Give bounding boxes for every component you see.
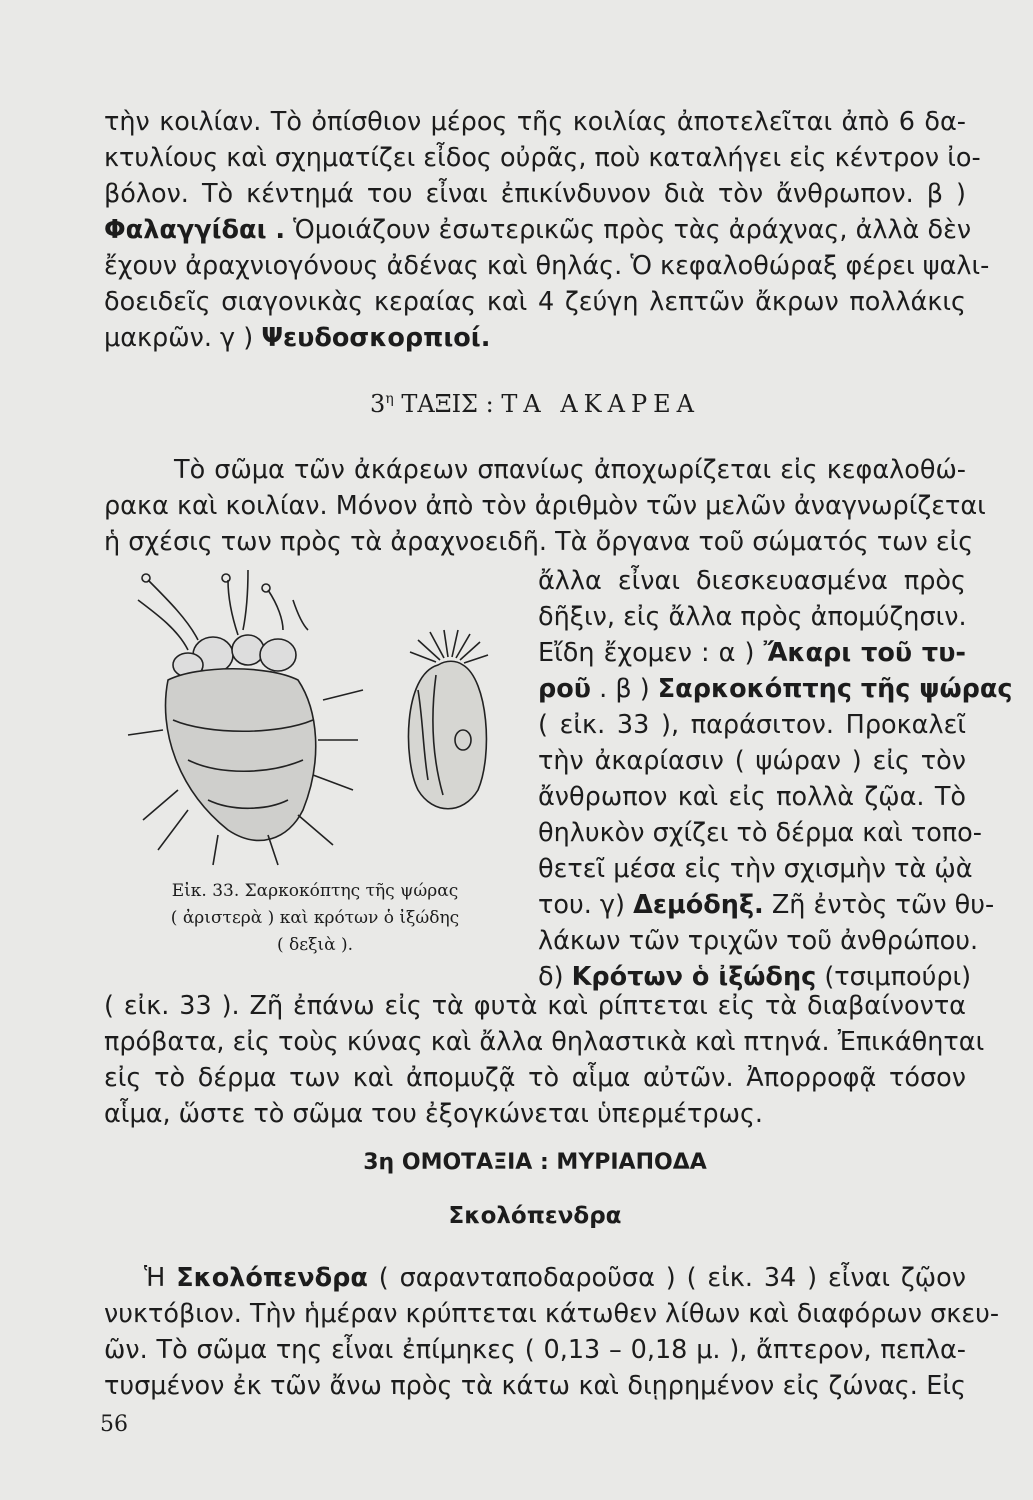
text-line: τὴν ἀκαρίασιν ( ψώραν ) εἰς τὸν <box>538 746 966 776</box>
term-pseudoscorpions: Ψευδοσκορπιοί. <box>261 323 491 353</box>
text-span: ( σαρανταποδαροῦσα ) ( εἰκ. 34 ) εἶναι ζῷον <box>367 1263 966 1293</box>
text-line: ( εἰκ. 33 ), παράσιτον. Προκαλεῖ <box>538 710 966 740</box>
caption-line: ( ἀριστερὰ ) καὶ κρότων ὁ ἰξώδης <box>170 908 460 928</box>
figure-33-illustration <box>118 560 528 875</box>
text-line: εἰς τὸ δέρμα των καὶ ἀπομυζᾷ τὸ αἷμα αὐτῶν. Ἀπορροφᾷ τόσον <box>104 1063 966 1093</box>
paragraph-tick <box>104 988 985 1132</box>
text-span: μακρῶν. γ ) <box>104 323 262 353</box>
text-line <box>538 887 995 923</box>
text-line: τυσμένον ἐκ τῶν ἄνω πρὸς τὰ κάτω καὶ διῃρημένον εἰς ζώνας. Εἰς <box>104 1371 966 1401</box>
text-span: του. γ) <box>538 890 634 920</box>
text-span: . β ) <box>591 674 658 704</box>
text-line: ἄλλα εἶναι διεσκευασμένα πρὸς <box>538 566 966 596</box>
term-skolopendra: Σκολόπενδρα <box>176 1263 368 1293</box>
text-line: λάκων τῶν τριχῶν τοῦ ἀνθρώπου. <box>538 926 979 956</box>
section-heading-myriapoda: 3η ΟΜΟΤΑΞΙΑ : ΜΥΡΙΑΠΟΔΑ <box>363 1150 707 1175</box>
text-line: πρόβατα, εἰς τοὺς κύνας καὶ ἄλλα θηλαστικὰ καὶ πτηνά. Ἐπικάθηται <box>104 1027 985 1057</box>
text-line: νυκτόβιον. Τὴν ἡμέραν κρύπτεται κάτωθεν λίθων καὶ διαφόρων σκευ- <box>104 1299 1000 1329</box>
figure-33-caption <box>136 878 494 959</box>
heading-title: ΤΑ ΑΚΑΡΕΑ <box>501 390 700 418</box>
text-line: θετεῖ μέσα εἰς τὴν σχισμὴν τὰ ᾠὰ <box>538 854 973 884</box>
scabies-mite-drawing <box>128 570 363 865</box>
heading-prefix: 3 <box>370 390 386 418</box>
paragraph-scorpions <box>104 104 990 356</box>
term-sarkokoptis: Σαρκοκόπτης τῆς ψώρας <box>657 674 1013 704</box>
subsection-heading-skolopendra: Σκολόπενδρα <box>448 1203 622 1229</box>
text-line: θηλυκὸν σχίζει τὸ δέρμα καὶ τοπο- <box>538 818 982 848</box>
text-line: ἄνθρωπον καὶ εἰς πολλὰ ζῷα. Τὸ <box>538 782 966 812</box>
term-falaggidai: Φαλαγγίδαι . <box>104 215 286 245</box>
text-line: αἷμα, ὥστε τὸ σῶμα του ἐξογκώνεται ὑπερμέτρως. <box>104 1099 764 1129</box>
text-span: Εἴδη ἔχομεν : α ) <box>538 638 764 668</box>
text-line <box>104 320 966 356</box>
text-line <box>538 671 1013 707</box>
text-line <box>104 212 972 248</box>
paragraph-akarea-intro <box>104 452 986 560</box>
text-line: ( εἰκ. 33 ). Ζῆ ἐπάνω εἰς τὰ φυτὰ καὶ ρίπτεται εἰς τὰ διαβαίνοντα <box>104 991 966 1021</box>
text-line: ῶν. Τὸ σῶμα της εἶναι ἐπίμηκες ( 0,13 – 0,18 μ. ), ἄπτερον, πεπλα- <box>104 1335 966 1365</box>
text-line: δοειδεῖς σιαγονικὰς κεραίας καὶ 4 ζεύγη λεπτῶν ἄκρων πολλάκις <box>104 287 966 317</box>
caption-line: Εἰκ. 33. Σαρκοκόπτης τῆς ψώρας <box>171 881 459 901</box>
term-demodix: Δεμόδηξ. <box>633 890 764 920</box>
term-akari-tyrou: Ἄκαρι τοῦ τυ- <box>763 638 967 668</box>
right-column-text <box>538 563 1013 995</box>
text-line: βόλον. Τὸ κέντημά του εἶναι ἐπικίνδυνον διὰ τὸν ἄνθρωπον. β ) <box>104 179 966 209</box>
text-line: ρακα καὶ κοιλίαν. Μόνον ἀπὸ τὸν ἀριθμὸν τῶν μελῶν ἀναγνωρίζεται <box>104 491 986 521</box>
text-span: (τσιμπούρι) <box>816 962 972 992</box>
tick-drawing <box>408 630 488 809</box>
text-line: ἔχουν ἀραχνιογόνους ἀδένας καὶ θηλάς. Ὁ κεφαλοθώραξ φέρει ψαλι- <box>104 251 990 281</box>
text-line: κτυλίους καὶ σχηματίζει εἶδος οὐρᾶς, ποὺ καταλήγει εἰς κέντρον ἰο- <box>104 143 981 173</box>
page-number: 56 <box>100 1412 128 1437</box>
text-span: δ) <box>538 962 572 992</box>
section-heading-akarea <box>104 390 966 418</box>
text-line <box>538 635 966 671</box>
text-line: τὴν κοιλίαν. Τὸ ὀπίσθιον μέρος τῆς κοιλίας ἀποτελεῖται ἀπὸ 6 δα- <box>104 107 966 137</box>
term-kroton: Κρότων ὁ ἰξώδης <box>571 962 817 992</box>
heading-sup: η <box>385 391 394 407</box>
text-span: Ἡ <box>144 1263 177 1293</box>
text-span: Ζῆ ἐντὸς τῶν θυ- <box>763 890 995 920</box>
heading-label: ΤΑΞΙΣ : <box>393 390 502 418</box>
text-span: Ὁμοιάζουν ἐσωτερικῶς πρὸς τὰς ἀράχνας, ἀλλὰ δὲν <box>285 215 972 245</box>
paragraph-skolopendra <box>104 1260 1000 1404</box>
text-line <box>104 1260 966 1296</box>
text-line: ἡ σχέσις των πρὸς τὰ ἀραχνοειδῆ. Τὰ ὄργανα τοῦ σώματός των εἰς <box>104 527 974 557</box>
term-akari-tyrou-cont: ροῦ <box>538 674 591 704</box>
text-line: Τὸ σῶμα τῶν ἀκάρεων σπανίως ἀποχωρίζεται εἰς κεφαλοθώ- <box>174 455 966 485</box>
text-line: δῆξιν, εἰς ἄλλα πρὸς ἀπομύζησιν. <box>538 602 967 632</box>
caption-line: ( δεξιὰ ). <box>276 935 354 955</box>
